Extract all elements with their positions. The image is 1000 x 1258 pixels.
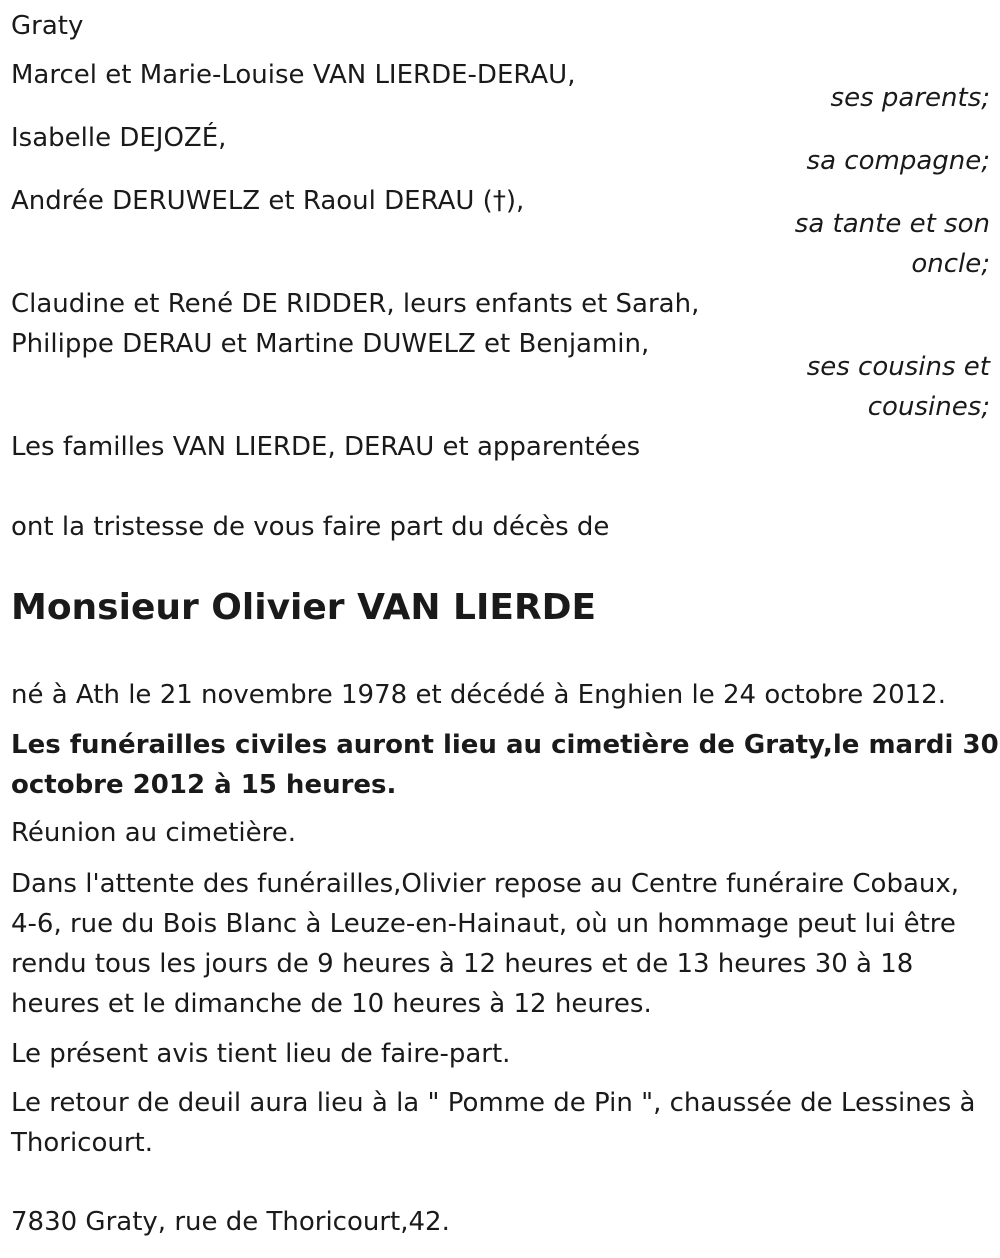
reception-line-2: Thoricourt. — [11, 1128, 154, 1158]
visitation-line-1: Dans l'attente des funérailles,Olivier repose au Centre funéraire Cobaux, — [11, 869, 960, 899]
meeting-info: Réunion au cimetière. — [11, 818, 297, 848]
family-partner-names: Isabelle DEJOZÉ, — [11, 123, 227, 153]
visitation-line-3: rendu tous les jours de 9 heures à 12 heures et de 13 heures 30 à 18 — [11, 949, 914, 979]
place-header: Graty — [11, 11, 84, 41]
visitation-line-4: heures et le dimanche de 10 heures à 12 heures. — [11, 989, 652, 1019]
family-partner-relation: sa compagne; — [806, 146, 990, 176]
families-line: Les familles VAN LIERDE, DERAU et apparentées — [11, 432, 641, 462]
reception-line-1: Le retour de deuil aura lieu à la " Pomme de Pin ", chaussée de Lessines à — [11, 1088, 976, 1118]
family-cousins-names-line-2: Philippe DERAU et Martine DUWELZ et Benjamin, — [11, 329, 650, 359]
family-cousins-relation-line-1: ses cousins et — [806, 352, 990, 382]
family-parents-relation: ses parents; — [830, 83, 990, 113]
notice-line: Le présent avis tient lieu de faire-part. — [11, 1039, 511, 1069]
announcement: ont la tristesse de vous faire part du décès de — [11, 512, 610, 542]
funeral-info-line-1: Les funérailles civiles auront lieu au cimetière de Graty,le mardi 30 — [11, 730, 999, 760]
funeral-info-line-2: octobre 2012 à 15 heures. — [11, 770, 397, 800]
family-cousins-names-line-1: Claudine et René DE RIDDER, leurs enfants et Sarah, — [11, 289, 700, 319]
family-aunt-uncle-names: Andrée DERUWELZ et Raoul DERAU (†), — [11, 186, 525, 216]
family-address: 7830 Graty, rue de Thoricourt,42. — [11, 1207, 450, 1237]
family-cousins-relation-line-2: cousines; — [867, 392, 990, 422]
family-aunt-uncle-relation-line-1: sa tante et son — [794, 209, 990, 239]
family-aunt-uncle-relation-line-2: oncle; — [911, 249, 990, 279]
deceased-name: Monsieur Olivier VAN LIERDE — [11, 587, 597, 628]
family-parents-names: Marcel et Marie-Louise VAN LIERDE-DERAU, — [11, 60, 576, 90]
visitation-line-2: 4-6, rue du Bois Blanc à Leuze-en-Hainaut, où un hommage peut lui être — [11, 909, 956, 939]
birth-death-dates: né à Ath le 21 novembre 1978 et décédé à Enghien le 24 octobre 2012. — [11, 680, 946, 710]
